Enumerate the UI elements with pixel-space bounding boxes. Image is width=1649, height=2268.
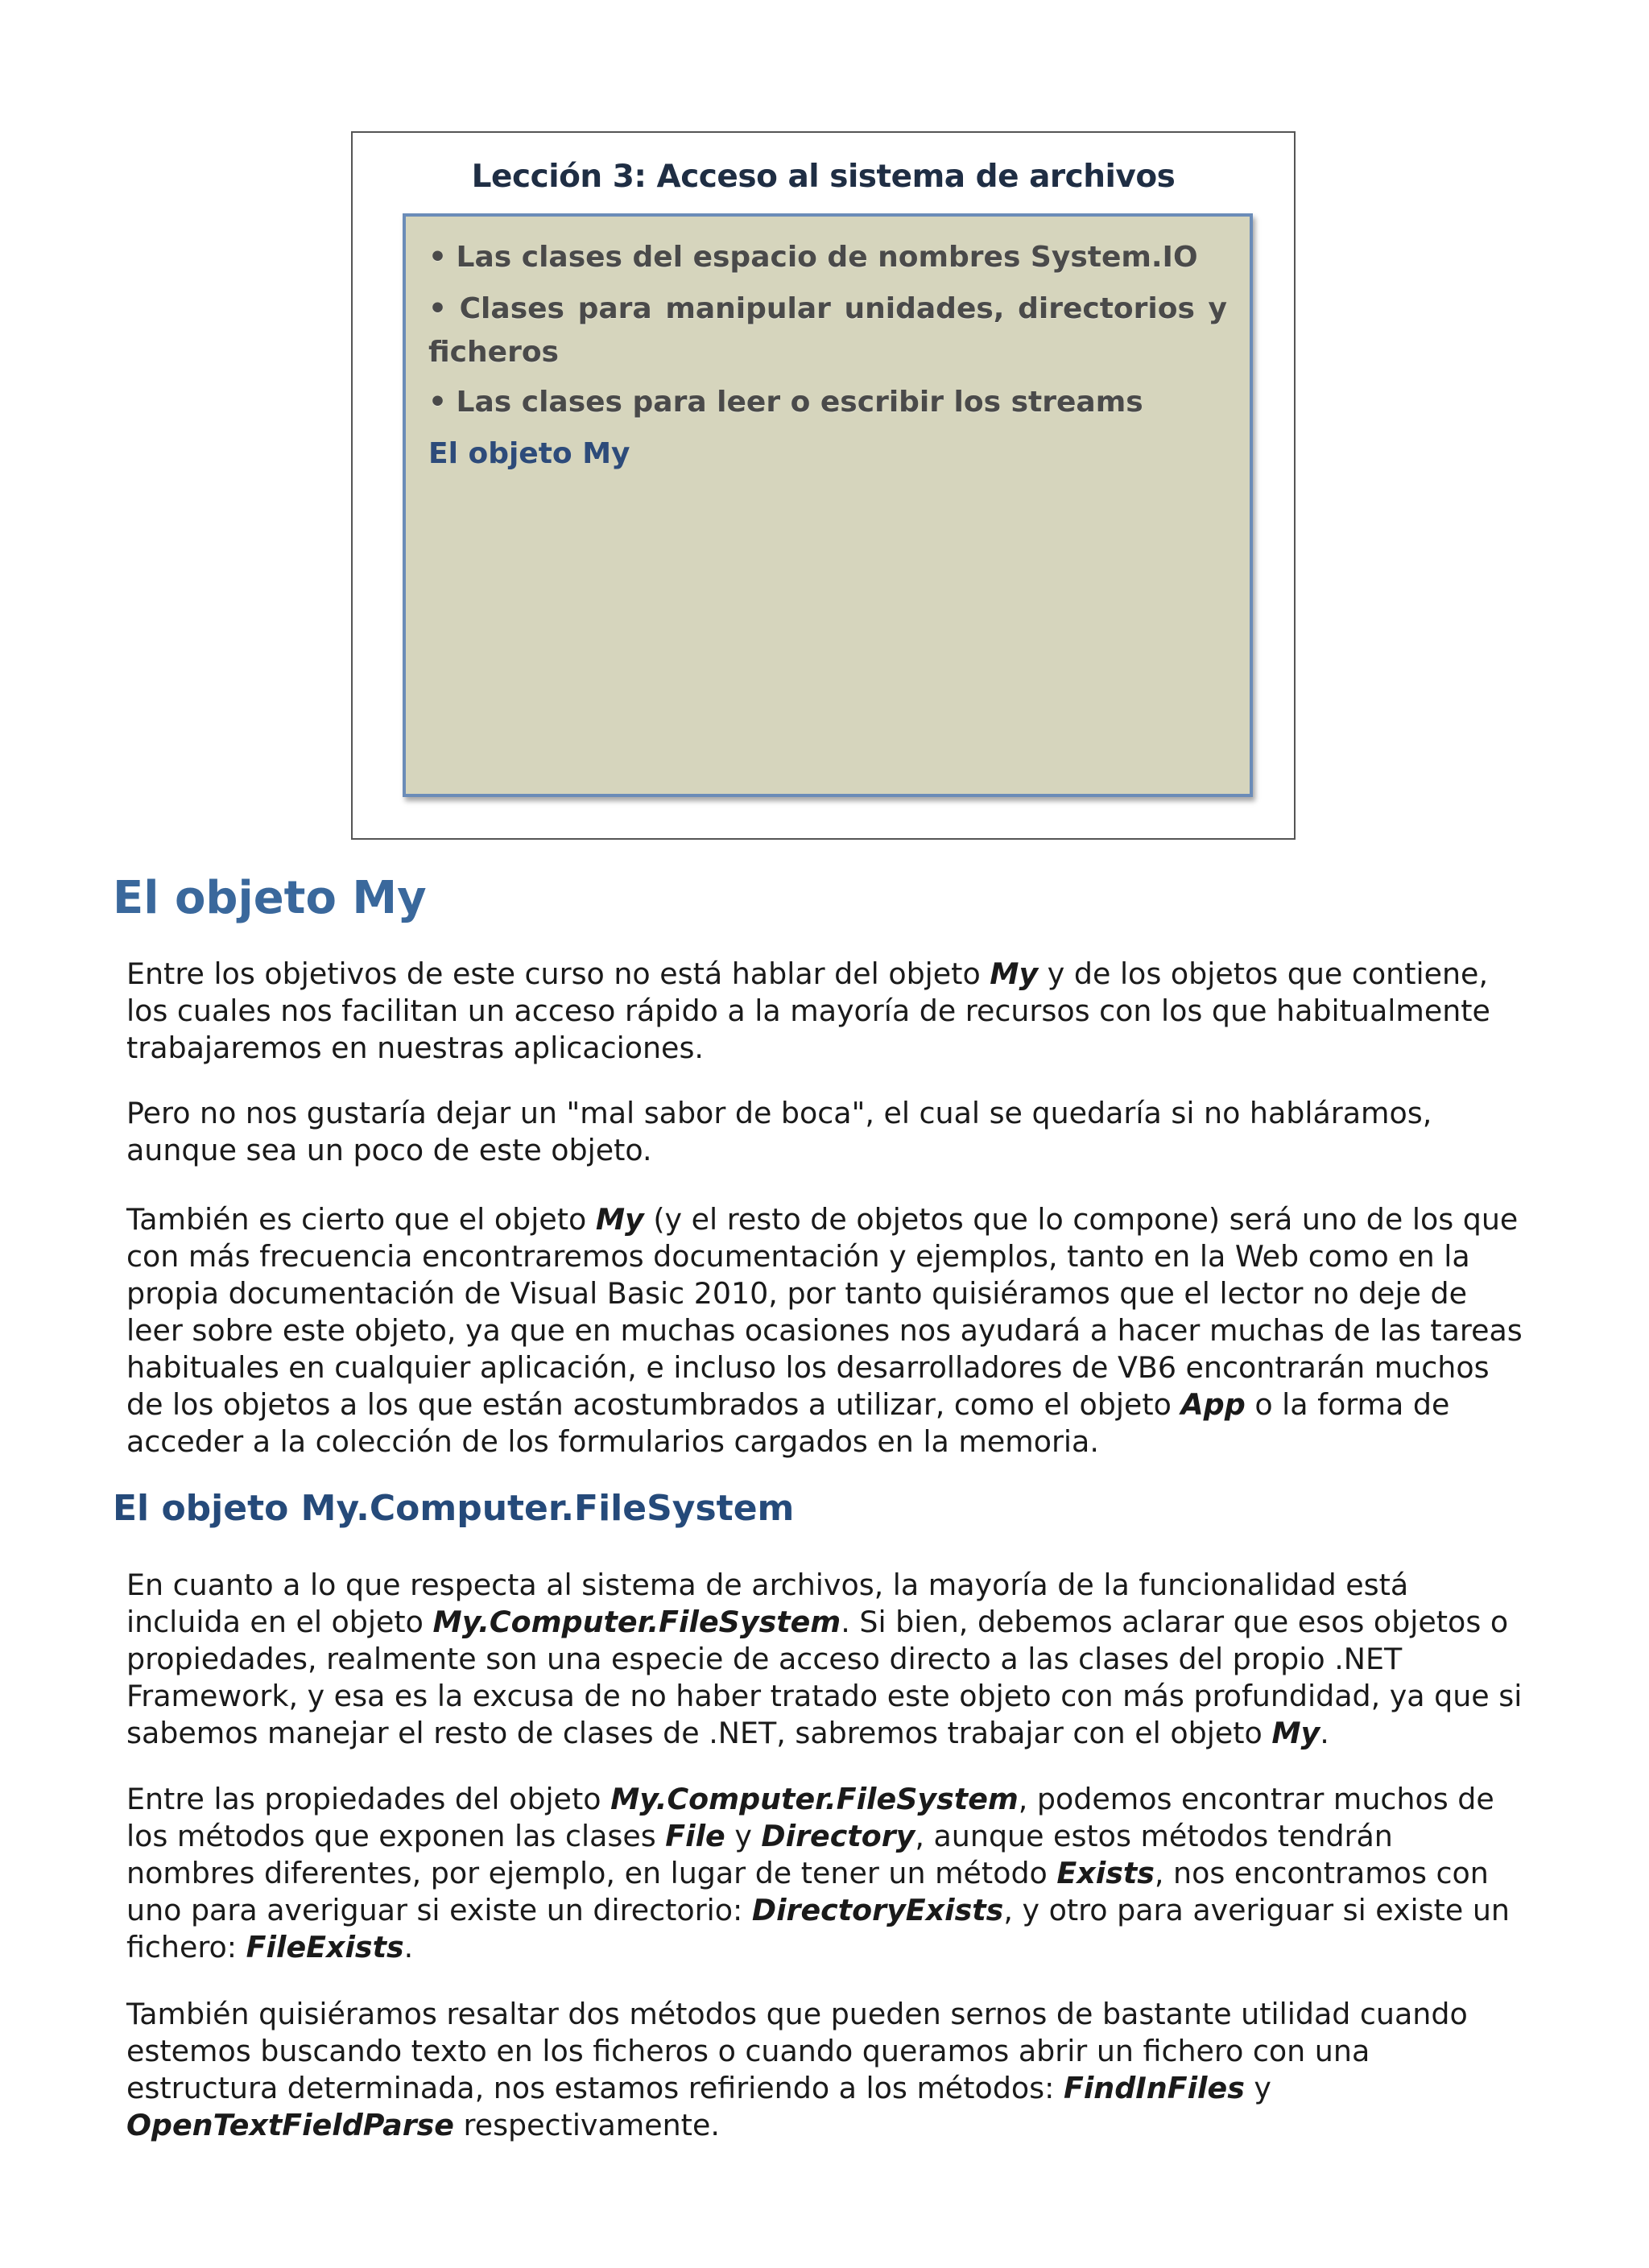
paragraph: También es cierto que el objeto My (y el resto de objetos que lo compone) será uno de los que con más frecuencia encontraremos documentación y ejemplos, tanto en la Web como en la propia documentación de Visual Basic 2010, por tanto quisiéramos que el lector no deje de leer sobre este objeto, ya que en muchas ocasiones nos ayudará a hacer muchas de las tareas habituales en cualquier aplicación, e incluso los desarrolladores de VB6 encontrarán muchos de los objetos a los que están acostumbrados a utilizar, como el objeto App o la forma de acceder a la colección de los formularios cargados en la memoria. [126, 1202, 1523, 1459]
paragraph: Entre las propiedades del objeto My.Computer.FileSystem, podemos encontrar muchos de los métodos que exponen las clases File y Directory, aunque estos métodos tendrán nombres diferentes, por ejemplo, en lugar de tener un método Exists, nos encontramos con uno para averiguar si existe un directorio: DirectoryExists, y otro para averiguar si existe un fichero: FileExists. [126, 1782, 1510, 1964]
slide-bullet: • Las clases para leer o escribir los streams [428, 386, 1143, 419]
slide-bullet: • Clases para manipular unidades, directorios y ficheros [428, 292, 1227, 369]
paragraph: Pero no nos gustaría dejar un "mal sabor de boca", el cual se quedaría si no habláramos, aunque sea un poco de este objeto. [126, 1096, 1432, 1167]
slide-bullet: • Las clases del espacio de nombres System.IO [428, 241, 1198, 274]
paragraph: Entre los objetivos de este curso no está hablar del objeto My y de los objetos que contiene, los cuales nos facilitan un acceso rápido a la mayoría de recursos con los que habitualmente trabajaremos en nuestras aplicaciones. [126, 956, 1490, 1065]
section-heading-filesystem: El objeto My.Computer.FileSystem [113, 1488, 795, 1529]
section-heading-my: El objeto My [113, 872, 427, 924]
paragraph: En cuanto a lo que respecta al sistema de archivos, la mayoría de la funcionalidad está incluida en el objeto My.Computer.FileSystem. Si bien, debemos aclarar que esos objetos o propiedades, realmente son una especie de acceso directo a las clases del propio .NET Framework, y esa es la excusa de no haber tratado este objeto con más profundidad, ya que si sabemos manejar el resto de clases de .NET, sabremos trabajar con el objeto My. [126, 1568, 1523, 1750]
slide-subtitle: El objeto My [428, 437, 630, 470]
slide-image [351, 131, 1296, 840]
paragraph: También quisiéramos resaltar dos métodos que pueden sernos de bastante utilidad cuando estemos buscando texto en los ficheros o cuando queramos abrir un fichero con una estructura determinada, nos estamos refiriendo a los métodos: FindInFiles y OpenTextFieldParse respectivamente. [126, 1997, 1468, 2142]
slide-title: Lección 3: Acceso al sistema de archivos [471, 159, 1176, 195]
slide-content-panel [403, 213, 1253, 797]
